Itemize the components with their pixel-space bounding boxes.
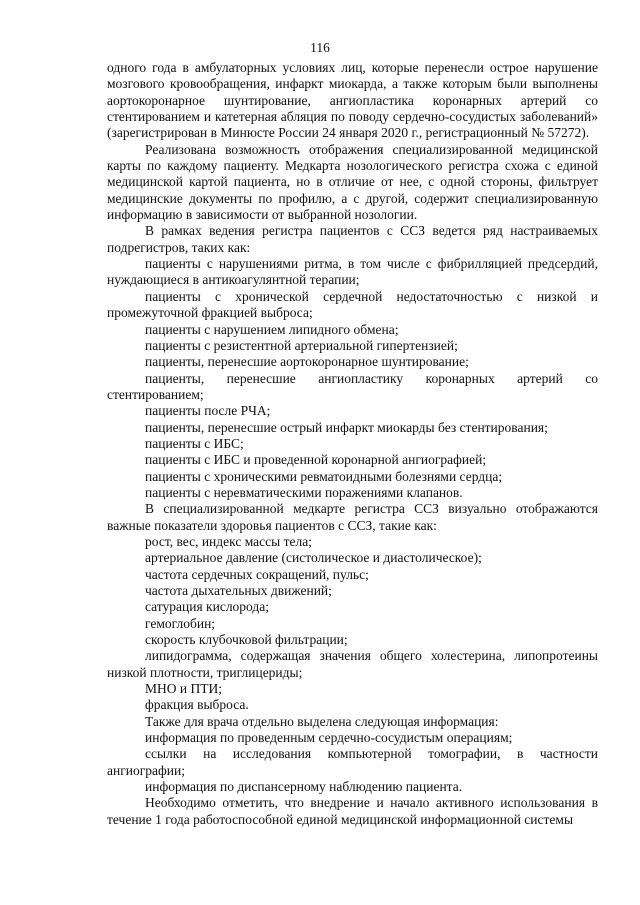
list-item: артериальное давление (систолическое и диастолическое); — [145, 550, 482, 566]
paragraph: В специализированной медкарте регистра ССЗ визуально отображаются важные показатели здоровья пациентов с ССЗ, такие как: — [107, 501, 598, 533]
list-item: МНО и ПТИ; — [145, 681, 222, 697]
list-item: пациенты с резистентной артериальной гипертензией; — [145, 337, 458, 353]
list-item: пациенты с неревматическими поражениями клапанов. — [145, 484, 463, 500]
list-item: пациенты с ИБС и проведенной коронарной ангиографией; — [145, 452, 487, 468]
paragraph: Необходимо отметить, что внедрение и начало активного использования в течение 1 года работоспособной единой медицинской информационной системы — [107, 795, 598, 827]
list-item: гемоглобин; — [145, 615, 216, 631]
paragraph: Реализована возможность отображения специализированной медицинской карты по каждому пациенту. Медкарта нозологического регистра схожа с единой медицинской картой пациента, но в отличие от нее, с одной стороны, фильтрует медицинские документы по профилю, а с другой, содержит специализированную информацию в зависимости от выбранной нозологии. — [107, 141, 598, 223]
list-item: пациенты с нарушениями ритма, в том числе с фибрилляцией предсердий, нуждающиеся в антикоагулянтной терапии; — [107, 256, 598, 288]
list-item: частота дыхательных движений; — [145, 583, 332, 598]
list-item: частота сердечных сокращений, пульс; — [145, 566, 369, 582]
list-item: информация по диспансерному наблюдению пациента. — [145, 779, 463, 795]
list-item: пациенты, перенесшие острый инфаркт миокарды без стентирования; — [145, 419, 548, 435]
list-item: пациенты с нарушением липидного обмена; — [145, 321, 399, 337]
list-item: липидограмма, содержащая значения общего холестерина, липопротеины низкой плотности, триглицериды; — [107, 648, 598, 680]
list-item: информация по проведенным сердечно-сосудистым операциям; — [145, 730, 513, 746]
list-item: сатурация кислорода; — [145, 599, 270, 615]
list-item: фракция выброса. — [145, 697, 249, 713]
paragraph: В рамках ведения регистра пациентов с ССЗ ведется ряд настраиваемых подрегистров, таких как: — [107, 223, 598, 255]
list-item: пациенты с хроническими ревматоидными болезнями сердца; — [145, 468, 503, 484]
list-item: пациенты с хронической сердечной недостаточностью с низкой и промежуточной фракцией выброса; — [107, 288, 598, 321]
document-body — [107, 60, 598, 828]
list-item: пациенты, перенесшие аортокоронарное шунтирование; — [145, 354, 469, 370]
list-item: ссылки на исследования компьютерной томографии, в частности ангиографии; — [107, 746, 598, 778]
paragraph: Также для врача отдельно выделена следующая информация: — [145, 713, 499, 729]
list-item: пациенты, перенесшие ангиопластику коронарных артерий со стентированием; — [107, 370, 598, 402]
list-item: пациенты после РЧА; — [145, 403, 271, 419]
list-item: скорость клубочковой фильтрации; — [145, 632, 348, 648]
paragraph-continued: одного года в амбулаторных условиях лиц, которые перенесли острое нарушение мозгового кровообращения, инфаркт миокарда, а также которым были выполнены аортокоронарное шунтирование, ангиопластика коронарных артерий со стентированием и катетерная абляция по поводу сердечно-сосудистых заболеваний» (зарегистрирован в Минюсте России 24 января 2020 г., регистрационный № 57272). — [107, 60, 598, 141]
page-number: 116 — [310, 40, 330, 55]
list-item: рост, вес, индекс массы тела; — [145, 533, 312, 549]
list-item: пациенты с ИБС; — [145, 435, 244, 451]
